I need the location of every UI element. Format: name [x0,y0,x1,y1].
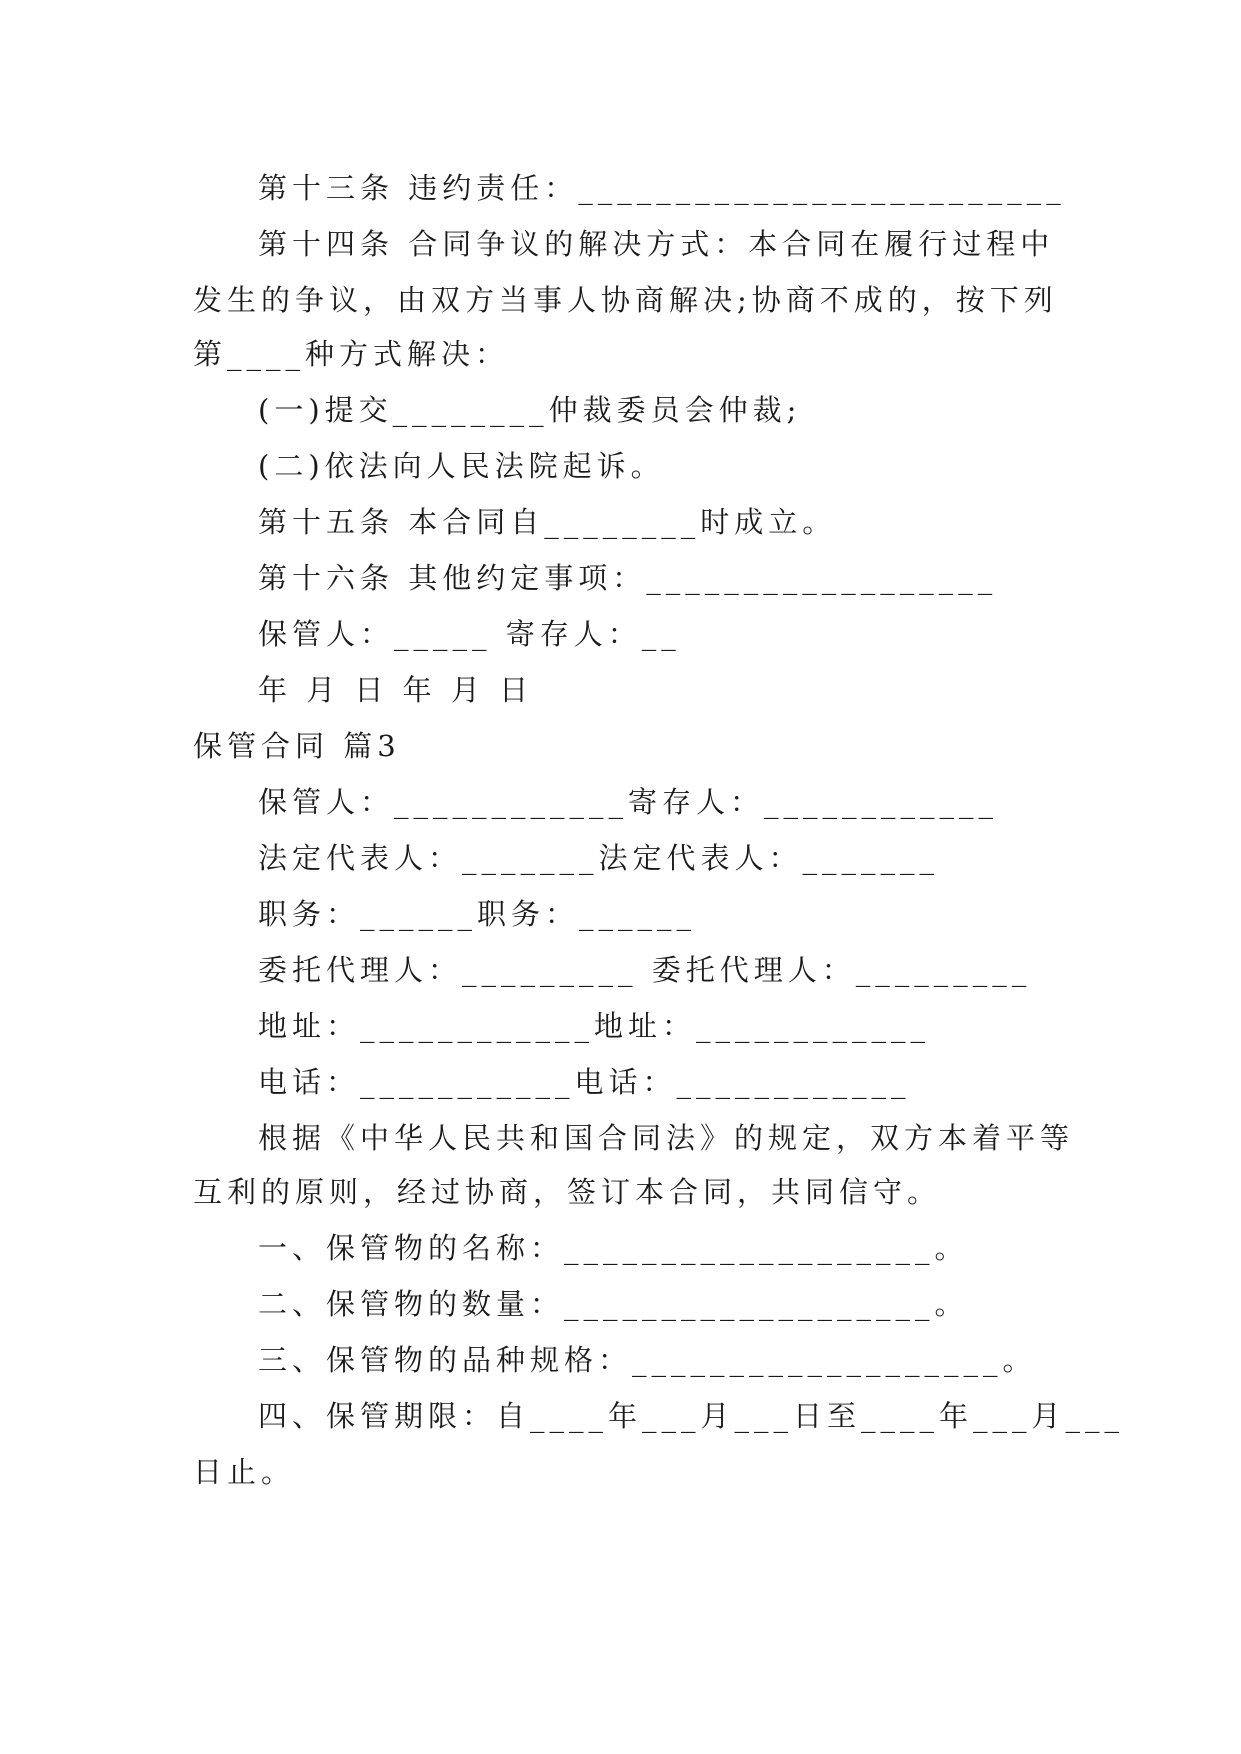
preamble-line-1: 根据《中华人民共和国合同法》的规定，双方本着平等 [258,1121,1075,1155]
party-addresses: 地址：____________地址：____________ [258,1009,931,1043]
preamble-line-2: 互利的原则，经过协商，签订本合同，共同信守。 [193,1175,942,1209]
party-authorized-agents: 委托代理人：_________ 委托代理人：_________ [258,953,1032,987]
item-4-period-end: 日止。 [193,1455,296,1489]
signature-parties: 保管人：_____ 寄存人：__ [258,617,681,651]
party-positions: 职务：______职务：______ [258,897,697,931]
article-14-dispute-resolution: 第十四条 合同争议的解决方式：本合同在履行过程中 [258,227,1055,261]
article-16-other-matters: 第十六条 其他约定事项：__________________ [258,561,998,595]
article-15-effectiveness: 第十五条 本合同自________时成立。 [258,505,837,539]
party-custodian-depositor: 保管人：____________寄存人：____________ [258,785,999,819]
party-legal-representatives: 法定代表人：_______法定代表人：_______ [258,841,940,875]
article-14-continued: 发生的争议，由双方当事人协商解决;协商不成的，按下列 [193,283,1058,317]
signature-dates: 年 月 日 年 月 日 [258,673,534,707]
party-phones: 电话：___________电话：____________ [258,1065,911,1099]
option-arbitration: (一)提交________仲裁委员会仲裁; [258,393,802,427]
item-4-period: 四、保管期限：自____年___月___日至____年___月___ [258,1399,1125,1433]
article-13-breach-liability: 第十三条 违约责任：_________________________ [258,171,1066,205]
option-litigation: (二)依法向人民法院起诉。 [258,449,665,483]
item-1-name: 一、保管物的名称：___________________。 [258,1231,969,1265]
article-14-method-choice: 第____种方式解决： [193,337,510,371]
section-title: 保管合同 篇3 [193,729,401,763]
item-2-quantity: 二、保管物的数量：___________________。 [258,1287,969,1321]
item-3-specification: 三、保管物的品种规格：___________________。 [258,1343,1037,1377]
